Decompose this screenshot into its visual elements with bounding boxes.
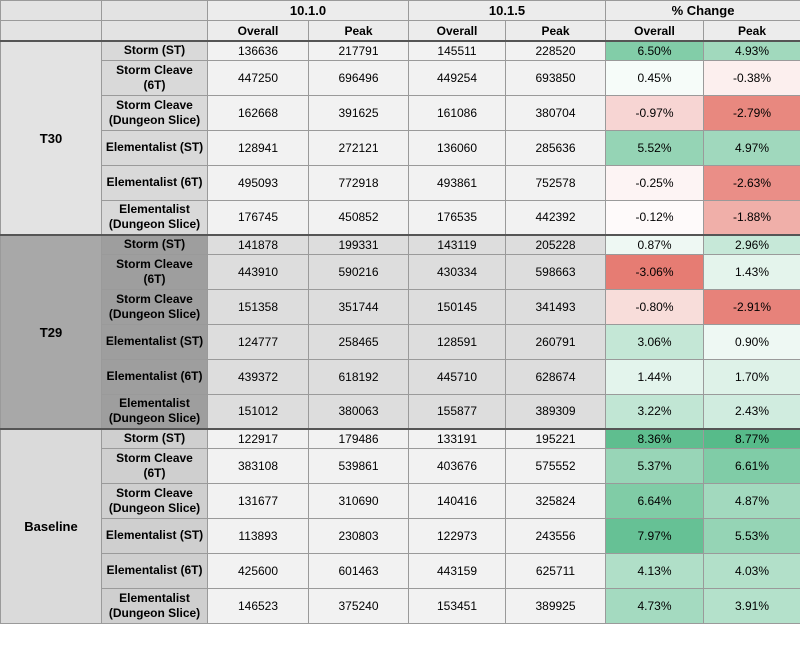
sim-label: Elementalist (Dungeon Slice) (102, 588, 208, 623)
table-row (1, 235, 800, 254)
pct-change-cell-overall: 7.97% (606, 518, 704, 553)
value-cell-v2-overall: 150145 (409, 289, 506, 324)
tier-label: Baseline (1, 429, 102, 623)
pct-change-cell-peak: 4.97% (704, 130, 800, 165)
tier-label: T30 (1, 41, 102, 235)
table-row (1, 483, 800, 518)
table-row (1, 60, 800, 95)
pct-change-cell-peak: 4.93% (704, 41, 800, 60)
sim-label: Storm (ST) (102, 235, 208, 254)
value-cell-v2-peak: 228520 (506, 41, 606, 60)
value-cell-v2-overall: 122973 (409, 518, 506, 553)
value-cell-v2-peak: 341493 (506, 289, 606, 324)
value-cell-v1-overall: 128941 (208, 130, 309, 165)
value-cell-v2-overall: 145511 (409, 41, 506, 60)
value-cell-v1-overall: 141878 (208, 235, 309, 254)
pct-change-cell-overall: 6.50% (606, 41, 704, 60)
sim-label: Elementalist (6T) (102, 553, 208, 588)
sub-header-pct-overall: Overall (606, 21, 704, 42)
pct-change-cell-overall: 4.13% (606, 553, 704, 588)
sub-header-v1-peak: Peak (309, 21, 409, 42)
value-cell-v1-overall: 131677 (208, 483, 309, 518)
sub-header-v2-overall: Overall (409, 21, 506, 42)
value-cell-v1-peak: 391625 (309, 95, 409, 130)
value-cell-v1-overall: 124777 (208, 324, 309, 359)
table-row (1, 200, 800, 235)
value-cell-v1-peak: 618192 (309, 359, 409, 394)
pct-change-cell-overall: 0.45% (606, 60, 704, 95)
value-cell-v1-overall: 176745 (208, 200, 309, 235)
pct-change-cell-overall: 3.06% (606, 324, 704, 359)
value-cell-v2-peak: 389309 (506, 394, 606, 429)
sub-header-v2-peak: Peak (506, 21, 606, 42)
pct-change-cell-peak: 2.43% (704, 394, 800, 429)
sim-label: Elementalist (6T) (102, 359, 208, 394)
table-row (1, 448, 800, 483)
value-cell-v2-peak: 325824 (506, 483, 606, 518)
pct-change-cell-peak: 2.96% (704, 235, 800, 254)
pct-change-cell-overall: 5.52% (606, 130, 704, 165)
value-cell-v1-overall: 447250 (208, 60, 309, 95)
sim-label: Storm Cleave (6T) (102, 60, 208, 95)
value-cell-v2-peak: 442392 (506, 200, 606, 235)
value-cell-v1-overall: 113893 (208, 518, 309, 553)
pct-change-cell-peak: 4.03% (704, 553, 800, 588)
sim-label: Elementalist (Dungeon Slice) (102, 200, 208, 235)
value-cell-v2-peak: 195221 (506, 429, 606, 448)
value-cell-v2-peak: 205228 (506, 235, 606, 254)
version-header-row (1, 1, 800, 21)
value-cell-v2-peak: 628674 (506, 359, 606, 394)
pct-change-cell-overall: 8.36% (606, 429, 704, 448)
version-header-1: 10.1.0 (208, 1, 409, 21)
corner-cell (102, 21, 208, 42)
table-row (1, 254, 800, 289)
pct-change-cell-overall: 1.44% (606, 359, 704, 394)
value-cell-v1-peak: 772918 (309, 165, 409, 200)
value-cell-v1-overall: 439372 (208, 359, 309, 394)
table-row (1, 518, 800, 553)
version-header-2: 10.1.5 (409, 1, 606, 21)
pct-change-cell-peak: -2.91% (704, 289, 800, 324)
pct-change-cell-overall: 0.87% (606, 235, 704, 254)
value-cell-v1-overall: 162668 (208, 95, 309, 130)
value-cell-v1-overall: 425600 (208, 553, 309, 588)
sim-label: Elementalist (Dungeon Slice) (102, 394, 208, 429)
value-cell-v1-peak: 590216 (309, 254, 409, 289)
value-cell-v1-overall: 383108 (208, 448, 309, 483)
pct-change-cell-peak: -1.88% (704, 200, 800, 235)
value-cell-v2-overall: 443159 (409, 553, 506, 588)
value-cell-v1-peak: 450852 (309, 200, 409, 235)
pct-change-cell-peak: -2.63% (704, 165, 800, 200)
sim-label: Elementalist (ST) (102, 324, 208, 359)
value-cell-v1-peak: 272121 (309, 130, 409, 165)
value-cell-v2-peak: 243556 (506, 518, 606, 553)
value-cell-v1-peak: 351744 (309, 289, 409, 324)
table-row (1, 165, 800, 200)
value-cell-v2-overall: 430334 (409, 254, 506, 289)
pct-change-cell-peak: 4.87% (704, 483, 800, 518)
pct-change-cell-peak: -0.38% (704, 60, 800, 95)
sim-label: Storm Cleave (Dungeon Slice) (102, 95, 208, 130)
corner-cell (1, 1, 102, 21)
value-cell-v2-overall: 153451 (409, 588, 506, 623)
table-row (1, 41, 800, 60)
value-cell-v1-overall: 151012 (208, 394, 309, 429)
sim-label: Elementalist (ST) (102, 130, 208, 165)
value-cell-v1-overall: 443910 (208, 254, 309, 289)
value-cell-v1-overall: 122917 (208, 429, 309, 448)
value-cell-v2-overall: 176535 (409, 200, 506, 235)
tier-label: T29 (1, 235, 102, 429)
pct-change-cell-overall: 3.22% (606, 394, 704, 429)
value-cell-v2-overall: 133191 (409, 429, 506, 448)
value-cell-v1-peak: 696496 (309, 60, 409, 95)
pct-change-cell-peak: 5.53% (704, 518, 800, 553)
value-cell-v1-peak: 380063 (309, 394, 409, 429)
table-row (1, 394, 800, 429)
pct-change-cell-peak: 0.90% (704, 324, 800, 359)
value-cell-v2-peak: 285636 (506, 130, 606, 165)
pct-change-cell-peak: -2.79% (704, 95, 800, 130)
pct-change-cell-overall: 6.64% (606, 483, 704, 518)
value-cell-v2-peak: 752578 (506, 165, 606, 200)
value-cell-v1-peak: 258465 (309, 324, 409, 359)
value-cell-v1-peak: 539861 (309, 448, 409, 483)
sim-label: Storm Cleave (Dungeon Slice) (102, 289, 208, 324)
value-cell-v2-overall: 161086 (409, 95, 506, 130)
sim-label: Storm Cleave (6T) (102, 254, 208, 289)
value-cell-v1-peak: 375240 (309, 588, 409, 623)
value-cell-v2-overall: 128591 (409, 324, 506, 359)
pct-change-cell-peak: 6.61% (704, 448, 800, 483)
sim-label: Elementalist (ST) (102, 518, 208, 553)
sim-label: Storm Cleave (Dungeon Slice) (102, 483, 208, 518)
value-cell-v1-overall: 151358 (208, 289, 309, 324)
pct-change-cell-peak: 3.91% (704, 588, 800, 623)
pct-change-header: % Change (606, 1, 800, 21)
table-row (1, 95, 800, 130)
sim-label: Elementalist (6T) (102, 165, 208, 200)
value-cell-v1-peak: 601463 (309, 553, 409, 588)
table-body (1, 41, 800, 623)
sim-label: Storm (ST) (102, 41, 208, 60)
value-cell-v2-overall: 449254 (409, 60, 506, 95)
value-cell-v1-peak: 230803 (309, 518, 409, 553)
value-cell-v2-overall: 493861 (409, 165, 506, 200)
table-row (1, 588, 800, 623)
table-row (1, 289, 800, 324)
pct-change-cell-overall: -0.80% (606, 289, 704, 324)
value-cell-v2-overall: 403676 (409, 448, 506, 483)
value-cell-v1-peak: 217791 (309, 41, 409, 60)
pct-change-cell-peak: 1.43% (704, 254, 800, 289)
corner-cell (1, 21, 102, 42)
table-row (1, 553, 800, 588)
pct-change-cell-peak: 1.70% (704, 359, 800, 394)
sub-header-pct-peak: Peak (704, 21, 800, 42)
value-cell-v2-overall: 136060 (409, 130, 506, 165)
value-cell-v2-peak: 598663 (506, 254, 606, 289)
value-cell-v2-peak: 693850 (506, 60, 606, 95)
value-cell-v2-overall: 140416 (409, 483, 506, 518)
sim-label: Storm (ST) (102, 429, 208, 448)
pct-change-cell-overall: -0.97% (606, 95, 704, 130)
value-cell-v2-overall: 155877 (409, 394, 506, 429)
pct-change-cell-peak: 8.77% (704, 429, 800, 448)
value-cell-v2-peak: 380704 (506, 95, 606, 130)
value-cell-v1-overall: 136636 (208, 41, 309, 60)
sub-header-row (1, 21, 800, 42)
table-row (1, 324, 800, 359)
value-cell-v1-overall: 146523 (208, 588, 309, 623)
value-cell-v1-peak: 310690 (309, 483, 409, 518)
value-cell-v2-peak: 625711 (506, 553, 606, 588)
sub-header-v1-overall: Overall (208, 21, 309, 42)
pct-change-cell-overall: -3.06% (606, 254, 704, 289)
value-cell-v1-overall: 495093 (208, 165, 309, 200)
value-cell-v2-overall: 143119 (409, 235, 506, 254)
pct-change-cell-overall: 5.37% (606, 448, 704, 483)
sim-label: Storm Cleave (6T) (102, 448, 208, 483)
table-row (1, 130, 800, 165)
pct-change-cell-overall: 4.73% (606, 588, 704, 623)
value-cell-v2-peak: 260791 (506, 324, 606, 359)
table-row (1, 429, 800, 448)
corner-cell (102, 1, 208, 21)
table-row (1, 359, 800, 394)
value-cell-v2-peak: 575552 (506, 448, 606, 483)
value-cell-v2-overall: 445710 (409, 359, 506, 394)
value-cell-v2-peak: 389925 (506, 588, 606, 623)
value-cell-v1-peak: 199331 (309, 235, 409, 254)
pct-change-cell-overall: -0.12% (606, 200, 704, 235)
pct-change-cell-overall: -0.25% (606, 165, 704, 200)
value-cell-v1-peak: 179486 (309, 429, 409, 448)
